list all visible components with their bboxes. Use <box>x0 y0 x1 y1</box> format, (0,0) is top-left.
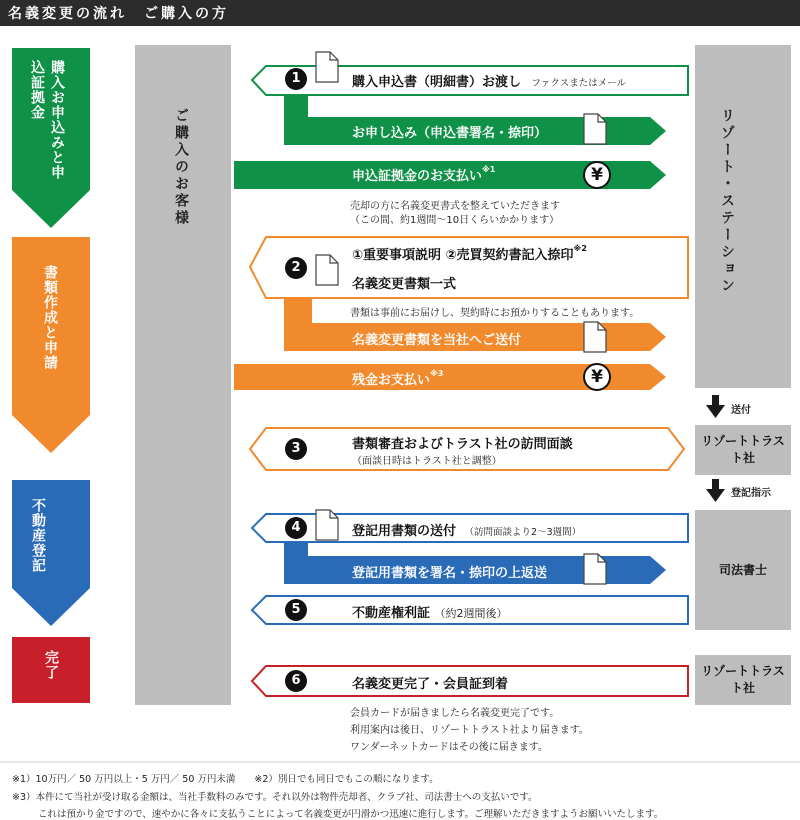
step1-note1: 売却の方に名義変更書式を整えていただきます <box>350 201 560 212</box>
step1-apply-label: お申し込み（申込書署名・捺印） <box>352 126 548 141</box>
document-icon <box>316 510 338 540</box>
step1-label <box>352 71 626 90</box>
step6-note1: 会員カードが届きましたら名義変更完了です。 <box>350 708 560 719</box>
step1-sub: ファクスまたはメール <box>531 78 627 89</box>
phase3-label: 不動産登記 <box>30 498 46 573</box>
step1-number: 1 <box>285 68 307 90</box>
resort-trust-label: リゾートトラスト社 <box>701 664 785 695</box>
step5-label <box>352 602 508 621</box>
step5-label-text: 不動産権利証 <box>352 606 431 621</box>
step1-label-text: 購入申込書（明細書）お渡し <box>352 75 522 90</box>
document-icon <box>584 322 606 352</box>
step3-sub: （面談日時はトラスト社と調整） <box>352 456 502 467</box>
step3-number: 3 <box>285 438 307 460</box>
transfer-arrow-1 <box>706 395 725 418</box>
document-icon <box>316 52 338 82</box>
yen-icon: ¥ <box>583 161 611 189</box>
phase3-arrow <box>12 480 90 626</box>
yen-icon: ¥ <box>583 363 611 391</box>
phase1-label: 購入お申込みと申込証拠金 <box>29 60 65 180</box>
step6-note2: 利用案内は後日、リゾートトラスト社より届きます。 <box>350 725 589 736</box>
step1-deposit-text: 申込証拠金のお支払い <box>352 169 483 184</box>
document-icon <box>584 114 606 144</box>
phase2-label: 書類作成と申請 <box>42 265 58 370</box>
step4-label-text: 登記用書類の送付 <box>352 524 457 539</box>
transfer-send-label: 送付 <box>731 405 751 416</box>
step4-label <box>352 520 581 539</box>
footnote-ref: ※3 <box>430 369 444 378</box>
step1-deposit-label <box>352 165 495 184</box>
step2-line2: 名義変更書類一式 <box>352 277 457 292</box>
resort-station-bg <box>695 45 791 388</box>
footnote-ref: ※1 <box>482 165 496 174</box>
step6-label: 名義変更完了・会員証到着 <box>352 677 509 692</box>
step1-note2: （この間、約1週間〜10日くらいかかります） <box>350 215 560 226</box>
customer-column-label: ご購入のお客様 <box>173 108 189 227</box>
footnote-1: ※1）10万円／ 50 万円以上・5 万円／ 50 万円未満 ※2）別日でも同日でもこの順になります。 <box>12 774 439 785</box>
step6-number: 6 <box>285 670 307 692</box>
resort-station-label: リゾート・ステーション <box>719 108 735 295</box>
step3-label: 書類審査およびトラスト社の訪問面談 <box>352 437 573 452</box>
step4-return-label: 登記用書類を署名・捺印の上返送 <box>352 566 548 581</box>
step6-note3: ワンダーネットカードはその後に届きます。 <box>350 742 548 753</box>
step2-balance-text: 残金お支払い <box>352 373 431 388</box>
step4-number: 4 <box>285 517 307 539</box>
step2-number: 2 <box>285 257 307 279</box>
step2-send-label: 名義変更書類を当社へご送付 <box>352 333 522 348</box>
footnote-3: これは預かり金ですので、速やかに各々に支払うことによって名義変更が円滑かつ迅速に進行します。ご理解いただきますようお願いいたします。 <box>38 809 664 820</box>
footnote-ref: ※2 <box>573 244 587 253</box>
step5-number: 5 <box>285 599 307 621</box>
step2-note: 書類は事前にお届けし、契約時にお預かりすることもあります。 <box>350 308 640 319</box>
phase4-label: 完了 <box>43 650 59 680</box>
page-title: 名義変更の流れ ご購入の方 <box>8 6 229 22</box>
step2-balance-label <box>352 369 443 388</box>
step2-line1-text: ①重要事項説明 ②売買契約書記入捺印 <box>352 248 574 263</box>
document-icon <box>584 554 606 584</box>
scrivener-label: 司法書士 <box>718 563 767 577</box>
transfer-instruct-label: 登記指示 <box>731 488 771 499</box>
transfer-arrow-2 <box>706 479 725 502</box>
step4-sub: （訪問面談より2〜3週間） <box>464 527 582 538</box>
step2-line1 <box>352 244 587 263</box>
step5-sub: （約2週間後） <box>434 607 508 620</box>
footnote-2: ※3）本件にて当社が受け取る金額は、当社手数料のみです。それ以外は物件売却者、クラブ社、司法書士への支払いです。 <box>12 792 538 803</box>
document-icon <box>316 255 338 285</box>
resort-trust-label: リゾートトラスト社 <box>701 434 785 465</box>
